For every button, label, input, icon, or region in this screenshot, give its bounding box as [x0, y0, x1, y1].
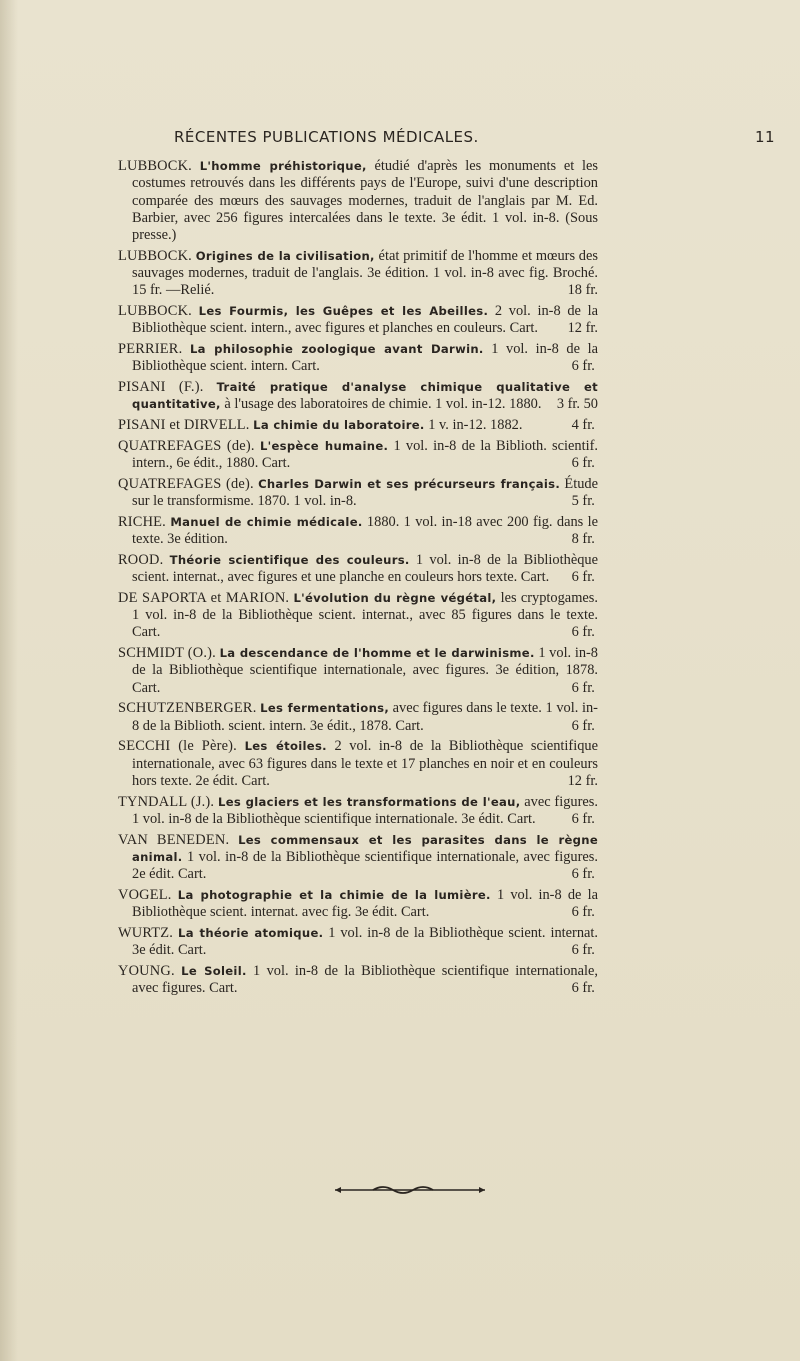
entry-title: La théorie atomique.	[178, 925, 324, 940]
entry-title: Origines de la civilisation,	[195, 248, 375, 263]
entry-price: 6 fr.	[571, 942, 595, 959]
entry-description: 1 vol. in-8 de la Bibliothèque scient. internat. avec fig. 3e édit. Cart.	[132, 886, 598, 921]
entry-title: Les commensaux et les parasites dans le règne animal.	[132, 832, 598, 864]
entry-description: 2 vol. in-8 de la Bibliothèque scient. intern., avec figures et planches en couleurs. Cart.	[132, 303, 598, 337]
entry-author: WURTZ.	[118, 924, 174, 941]
entry-author: LUBBOCK.	[118, 158, 192, 174]
entry-title: Théorie scientifique des couleurs.	[169, 552, 410, 567]
entry-title: Les fermentations,	[260, 701, 390, 716]
entry-author: PERRIER.	[118, 341, 183, 358]
entry-price: 6 fr.	[571, 679, 595, 696]
entry-price: 6 fr.	[571, 624, 595, 641]
catalog-entry	[118, 158, 598, 244]
catalog-entry	[118, 417, 598, 434]
entry-title: Les Fourmis, les Guêpes et les Abeilles.	[198, 304, 489, 319]
catalog-entry	[118, 514, 598, 549]
entry-author: QUATREFAGES (de).	[118, 437, 255, 454]
entry-title: La descendance de l'homme et le darwinisme.	[219, 646, 535, 661]
catalog-entry	[118, 476, 598, 511]
catalog-entry	[118, 645, 598, 697]
entry-description: 1880. 1 vol. in-18 avec 200 fig. dans le texte. 3e édition.	[132, 513, 598, 548]
entry-author: SCHUTZENBERGER.	[118, 700, 257, 717]
catalog-entry	[118, 963, 598, 998]
entry-description: 1 vol. in-8 de la Bibliothèque scient. intern. Cart.	[132, 341, 598, 375]
entry-price: 6 fr.	[571, 455, 595, 472]
entry-price: 5 fr.	[571, 493, 595, 510]
entry-title: Le Soleil.	[181, 963, 247, 978]
catalog-entry	[118, 738, 598, 790]
catalog-entry	[118, 925, 598, 960]
entry-title: L'évolution du règne végétal,	[293, 590, 497, 605]
entry-price: 12 fr.	[567, 772, 598, 789]
entry-price: 6 fr.	[571, 904, 595, 921]
entry-price: 6 fr.	[571, 717, 595, 734]
entry-author: LUBBOCK.	[118, 247, 192, 264]
entry-author: RICHE.	[118, 513, 166, 530]
entry-price: 6 fr.	[571, 866, 595, 883]
entry-title: La philosophie zoologique avant Darwin.	[189, 342, 484, 357]
entry-author: PISANI (F.).	[118, 379, 204, 396]
ornamental-rule	[335, 1183, 485, 1197]
entry-author: ROOD.	[118, 551, 164, 568]
entry-description: à l'usage des laboratoires de chimie. 1 vol. in-12. 1880.	[220, 396, 542, 413]
entry-author: QUATREFAGES (de).	[118, 475, 254, 492]
page-number: 11	[755, 128, 776, 146]
catalog-entry	[118, 438, 598, 473]
catalog-entry	[118, 303, 598, 338]
catalog-entry	[118, 248, 598, 300]
entry-author: SECCHI (le Père).	[118, 738, 237, 755]
entry-author: PISANI et DIRVELL.	[118, 417, 250, 434]
catalog-entry	[118, 590, 598, 642]
entry-author: SCHMIDT (O.).	[118, 645, 216, 662]
entry-description: 1 vol. in-8 de la Bibliothèque scientifique internationale, avec figures. 2e édit. Cart.	[132, 848, 598, 883]
entry-price: 12 fr.	[567, 320, 598, 337]
entry-author: YOUNG.	[118, 962, 175, 979]
catalog-entry	[118, 379, 598, 414]
entry-description: Étude sur le transformisme. 1870. 1 vol. in-8.	[132, 475, 598, 510]
entry-description: 1 vol. in-8 de la Biblioth. scientif. intern., 6e édit., 1880. Cart.	[132, 437, 598, 472]
catalog-entry	[118, 700, 598, 735]
entry-title: Les glaciers et les transformations de l'eau,	[218, 794, 521, 809]
catalog-entry	[118, 552, 598, 587]
entry-price: 8 fr.	[571, 531, 595, 548]
entry-title: La chimie du laboratoire.	[253, 418, 425, 433]
catalog-entry	[118, 887, 598, 922]
entry-price: 6 fr.	[571, 569, 595, 586]
entry-price: 6 fr.	[571, 980, 595, 997]
entry-author: DE SAPORTA et MARION.	[118, 589, 290, 606]
entry-price: 18 fr.	[567, 282, 598, 299]
entry-description: étudié d'après les monuments et les costumes retrouvés dans les différents pays de l'Europe, suivi d'une description comparée des mœurs des sauvages modernes, traduit de l'anglais par M. Ed. Barbier, avec 256 figures intercalées dans le texte. 3e édit. 1 vol. in-8. (Sous presse.)	[132, 158, 598, 244]
entry-author: VOGEL.	[118, 886, 172, 903]
entry-title: Charles Darwin et ses précurseurs français.	[258, 476, 561, 491]
entry-title: L'espèce humaine.	[259, 438, 389, 453]
catalog-entry	[118, 794, 598, 829]
entry-author: VAN BENEDEN.	[118, 831, 230, 848]
entry-title: La photographie et la chimie de la lumière.	[177, 887, 491, 902]
entry-description: 2 vol. in-8 de la Bibliothèque scientifique internationale, avec 63 figures dans le texte et 17 planches en noir et en couleurs hors texte. 2e édit. Cart.	[132, 738, 598, 789]
catalog-entry	[118, 832, 598, 884]
entry-title: Traité pratique d'analyse chimique qualitative et quantitative,	[132, 380, 598, 412]
entry-description: avec figures. 1 vol. in-8 de la Bibliothèque scientifique internationale. 3e édit. Cart.	[132, 793, 598, 827]
entry-price: 6 fr.	[571, 358, 595, 375]
entry-price: 3 fr. 50	[556, 396, 598, 413]
entry-description: avec figures dans le texte. 1 vol. in-8 de la Biblioth. scient. intern. 3e édit., 1878. Cart.	[132, 700, 598, 734]
entry-author: TYNDALL (J.).	[118, 793, 215, 810]
entry-description: 1 vol. in-8 de la Bibliothèque scient. internat. 3e édit. Cart.	[132, 924, 598, 959]
entry-description: 1 v. in-12. 1882.	[424, 417, 523, 434]
catalog-entries	[118, 158, 598, 1001]
entry-description: 1 vol. in-8 de la Bibliothèque scientifique internationale, avec figures. Cart.	[132, 962, 598, 997]
entry-description: 1 vol. in-8 de la Bibliothèque scientifique internationale, avec figures. 3e édition, 1878. Cart.	[132, 645, 598, 696]
entry-title: Manuel de chimie médicale.	[170, 514, 363, 529]
entry-price: 4 fr.	[571, 417, 595, 434]
entry-description: état primitif de l'homme et mœurs des sauvages modernes, traduit de l'anglais. 3e édition. 1 vol. in-8 avec fig. Broché. 15 fr. —Relié.	[132, 247, 598, 299]
header-title: RÉCENTES PUBLICATIONS MÉDICALES.	[174, 128, 479, 146]
entry-price: 6 fr.	[571, 810, 595, 827]
entry-author: LUBBOCK.	[118, 303, 192, 320]
running-header	[0, 128, 800, 150]
entry-title: Les étoiles.	[244, 739, 327, 754]
entry-title: L'homme préhistorique,	[199, 159, 367, 173]
entry-description: 1 vol. in-8 de la Bibliothèque scient. internat., avec figures et une planche en couleurs hors texte. Cart.	[132, 551, 598, 586]
entry-description: les cryptogames. 1 vol. in-8 de la Bibliothèque scient. internat., avec 85 figures dans le texte. Cart.	[132, 589, 598, 641]
catalog-entry	[118, 341, 598, 376]
